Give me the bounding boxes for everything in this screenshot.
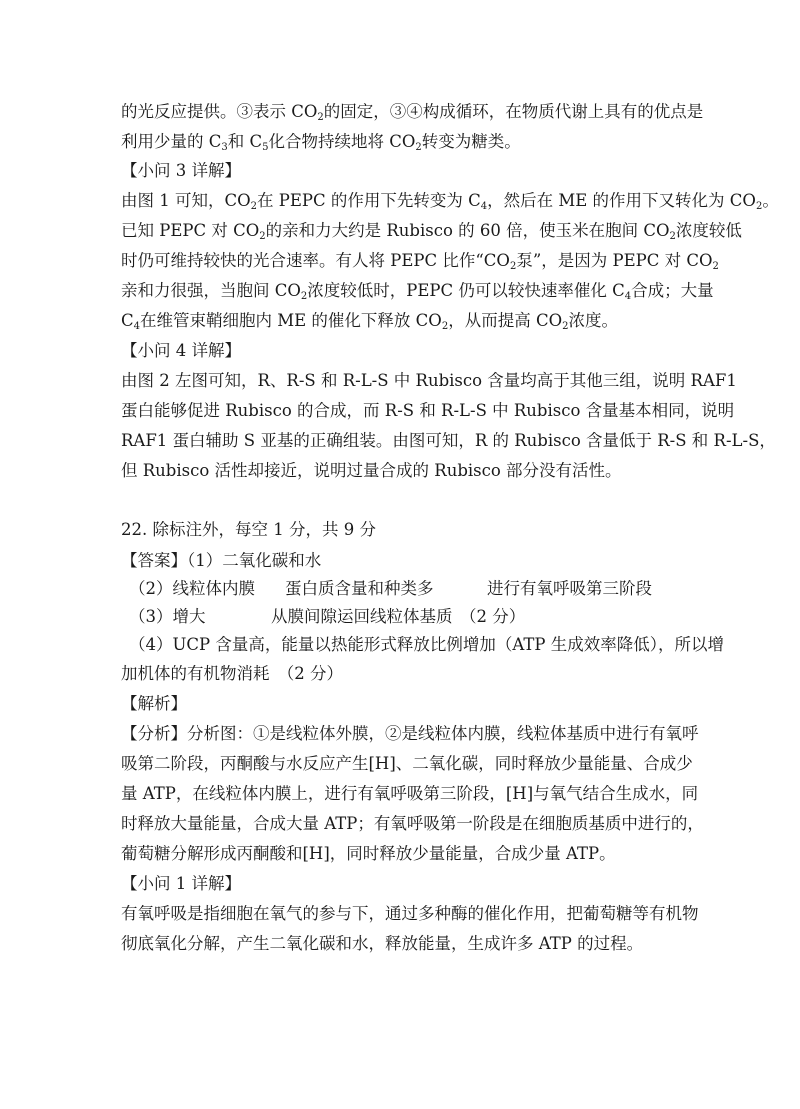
answer-line: 【答案】（1）二氧化碳和水 <box>121 551 322 570</box>
answer-3-part-c: （2 分） <box>460 607 526 626</box>
text-line: 的光反应提供。③表示 $CO_2$的固定，③④构成循环，在物质代谢上具有的优点是 <box>121 102 704 123</box>
answer-4-line: （4）UCP 含量高，能量以热能形式释放比例增加（ATP 生成效率降低），所以增 <box>129 635 724 654</box>
section-heading: 【小问 3 详解】 <box>121 161 241 180</box>
text-line: 利用少量的 $C_3$和 $C_5$化合物持续地将 $CO_2$转变为糖类。 <box>121 132 521 153</box>
text-line: 由图 1 可知，$CO_2$在 PEPC 的作用下先转变为 $C_4$，然后在 ME 的作用下又转化为 $CO_2$。 <box>121 191 779 212</box>
text-line: 有氧呼吸是指细胞在氧气的参与下，通过多种酶的催化作用，把葡萄糖等有机物 <box>121 904 699 923</box>
text-line: 但 Rubisco 活性却接近，说明过量合成的 Rubisco 部分没有活性。 <box>121 461 622 480</box>
section-heading: 【解析】 <box>121 694 187 713</box>
text-line: RAF1 蛋白辅助 S 亚基的正确组装。由图可知，R 的 Rubisco 含量低于 R-S 和 R-L-S， <box>121 431 776 450</box>
answer-3-label: （3）增大 <box>129 607 206 626</box>
section-heading: 【小问 4 详解】 <box>121 341 241 360</box>
answer-2-part-c: 进行有氧呼吸第三阶段 <box>487 579 652 598</box>
text-line: $C_4$在维管束鞘细胞内 ME 的催化下释放 $CO_2$，从而提高 $CO_2$浓度。 <box>121 311 618 332</box>
text-line: 时释放大量能量，合成大量 ATP；有氧呼吸第一阶段是在细胞质基质中进行的， <box>121 814 704 833</box>
question-title: 22. 除标注外，每空 1 分，共 9 分 <box>121 520 376 539</box>
answer-4-line: 加机体的有机物消耗 （2 分） <box>121 664 343 683</box>
text-line: 吸第二阶段，丙酮酸与水反应产生[H]、二氧化碳，同时释放少量能量、合成少 <box>121 754 693 773</box>
text-line: 量 ATP，在线粒体内膜上，进行有氧呼吸第三阶段，[H]与氧气结合生成水，同 <box>121 784 699 803</box>
text-line: 彻底氧化分解，产生二氧化碳和水，释放能量，生成许多 ATP 的过程。 <box>121 934 644 953</box>
answer-3-part-b: 从膜间隙运回线粒体基质 <box>271 607 453 626</box>
answer-2-label: （2）线粒体内膜 <box>129 579 255 598</box>
text-line: 亲和力很强，当胞间 $CO_2$浓度较低时，PEPC 仍可以较快速率催化 $C_4$合成；大量 <box>121 281 714 302</box>
text-line: 已知 PEPC 对 $CO_2$的亲和力大约是 Rubisco 的 60 倍，使玉米在胞间 $CO_2$浓度较低 <box>121 221 742 242</box>
text-line: 时仍可维持较快的光合速率。有人将 PEPC 比作“$CO_2$泵”，是因为 PEPC 对 $CO_2$ <box>121 251 719 272</box>
answer-2-part-b: 蛋白质含量和种类多 <box>285 579 434 598</box>
text-line: 蛋白能够促进 Rubisco 的合成，而 R-S 和 R-L-S 中 Rubisco 含量基本相同，说明 <box>121 401 735 420</box>
text-line: 【分析】分析图：①是线粒体外膜，②是线粒体内膜，线粒体基质中进行有氧呼 <box>121 724 699 743</box>
text-line: 由图 2 左图可知，R、R-S 和 R-L-S 中 Rubisco 含量均高于其他三组，说明 RAF1 <box>121 371 737 390</box>
section-heading: 【小问 1 详解】 <box>121 874 241 893</box>
text-line: 葡萄糖分解形成丙酮酸和[H]，同时释放少量能量，合成少量 ATP。 <box>121 844 616 863</box>
